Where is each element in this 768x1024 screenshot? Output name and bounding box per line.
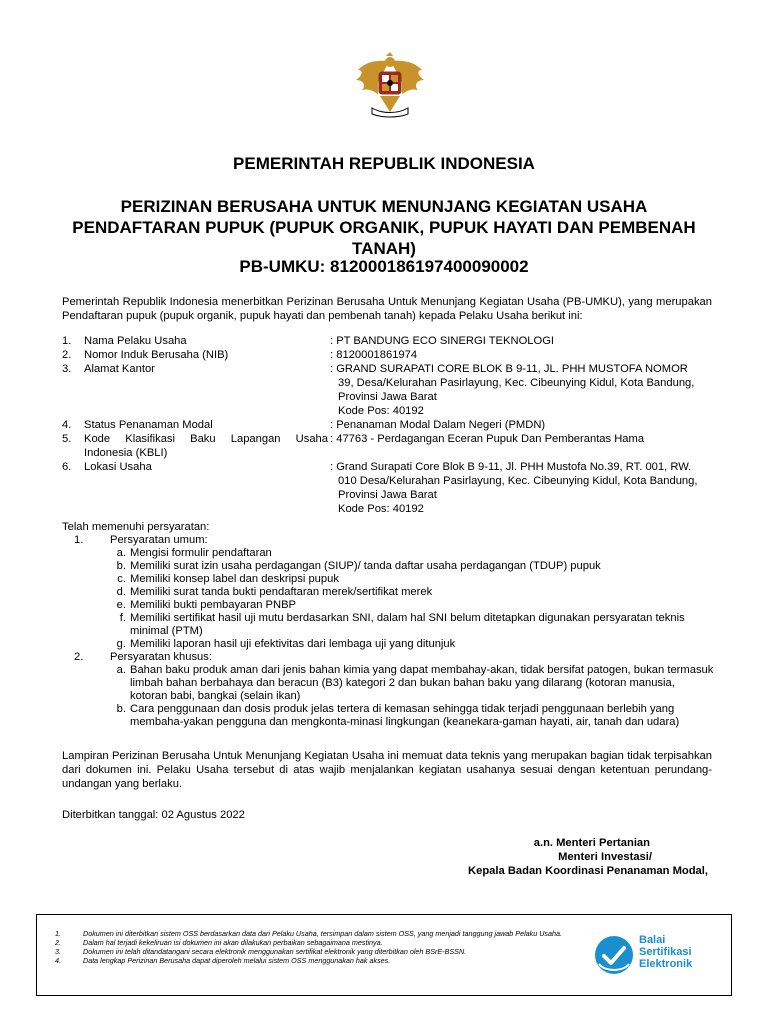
field-row: 1. Nama Pelaku Usaha : PT BANDUNG ECO SINERGI TEKNOLOGI — [62, 335, 555, 347]
field-row: 2. Nomor Induk Berusaha (NIB) : 8120001861974 — [62, 349, 418, 361]
list-item: f. Memiliki sertifikat hasil uji mutu berdasarkan SNI, dalam hal SNI belum ditetapkan digunakan persyaratan teknis minimal (PTM) — [119, 612, 685, 637]
footer-box — [36, 914, 732, 996]
requirement-group-general: 1. Persyaratan umum: — [74, 534, 208, 546]
field-row-continuation: Indonesia (KBLI) — [84, 447, 168, 459]
list-item: a. Mengisi formulir pendaftaran — [116, 547, 272, 559]
bsre-logo: Balai Sertifikasi Elektronik — [593, 932, 717, 978]
government-title: PEMERINTAH REPUBLIK INDONESIA — [233, 154, 535, 173]
field-row: 3. Alamat Kantor : GRAND SURAPATI CORE BLOK B 9-11, JL. PHH MUSTOFA NOMOR 39, Desa/Kelurahan Pasirlayung, Kec. Cibeunying Kidul, Kota Bandung, Provinsi Jawa Barat Kode Pos: 40192 — [62, 363, 695, 417]
bsre-logo-icon — [593, 934, 635, 976]
issue-date: Diterbitkan tanggal: 02 Agustus 2022 — [62, 809, 245, 821]
list-item: g. Memiliki laporan hasil uji efektivitas dari lembaga uji yang ditunjuk — [116, 638, 456, 650]
list-item: b. Memiliki surat izin usaha perdagangan (SIUP)/ tanda daftar usaha perdagangan (TDUP) pupuk — [116, 560, 601, 572]
permit-title: PERIZINAN BERUSAHA UNTUK MENUNJANG KEGIATAN USAHA PENDAFTARAN PUPUK (PUPUK ORGANIK, PUPUK HAYATI DAN PEMBENAH TANAH) — [72, 197, 696, 258]
intro-paragraph: Pemerintah Republik Indonesia menerbitkan Perizinan Berusaha Untuk Menunjang Kegiatan Usaha (PB-UMKU), yang merupakan Pendaftaran pupuk (pupuk organik, pupuk hayati dan pembenah tanah) kepada Pelaku Usaha berikut ini: — [62, 296, 712, 322]
footer-notes — [55, 929, 575, 965]
pb-umku-number: PB-UMKU: 812000186197400090002 — [239, 257, 529, 276]
list-item: b. Cara penggunaan dan dosis produk jelas tertera di kemasan sehingga tidak terjadi penggunaan berlebih yang membaha-yakan pengguna dan mengkonta-minasi lingkungan (keanekara-gaman hayati, air, tanah dan udara) — [116, 703, 680, 728]
list-item: 1. Dokumen ini diterbitkan sistem OSS berdasarkan data dari Pelaku Usaha, tersimpan dalam sistem OSS, yang menjadi tanggung jawab Pelaku Usaha. — [55, 929, 563, 938]
garuda-emblem-icon — [352, 52, 428, 120]
list-item: e. Memiliki bukti pembayaran PNBP — [116, 599, 297, 611]
list-item: 2. Dalam hal terjadi kekeliruan isi dokumen ini akan dilakukan perbaikan sebagaimana mestinya. — [55, 938, 383, 947]
field-row: 6. Lokasi Usaha : Grand Surapati Core Blok B 9-11, Jl. PHH Mustofa No.39, RT. 001, RW. 010 Desa/Kelurahan Pasirlayung, Kec. Cibeunying Kidul, Kota Bandung, Provinsi Jawa Barat Kode Pos: 40192 — [62, 461, 698, 515]
requirements-intro: Telah memenuhi persyaratan: — [62, 521, 210, 533]
requirements-section — [62, 521, 714, 729]
list-item: a. Bahan baku produk aman dari jenis bahan kimia yang dapat membahay-akan, tidak bersifat patogen, bukan termasuk limbah bahan berbahaya dan beracun (B3) kategori 2 dan bukan bahan baku yang dilarang (kotoran manusia, kotoran babi, bangkai (selain ikan) — [116, 664, 714, 702]
business-details — [62, 334, 714, 516]
list-item: d. Memiliki surat tanda bukti pendaftaran merek/sertifikat merek — [116, 586, 433, 598]
field-row: 4. Status Penanaman Modal : Penanaman Modal Dalam Negeri (PMDN) — [62, 419, 546, 431]
list-item: 3. Dokumen ini telah ditandatangani secara elektronik menggunakan sertifikat elektronik yang diterbitkan oleh BSrE-BSSN. — [55, 947, 467, 956]
field-row: 5. Kode Klasifikasi Baku Lapangan Usaha : 47763 - Perdagangan Eceran Pupuk Dan Pemberantas Hama — [62, 433, 645, 445]
signature-block: a.n. Menteri Pertanian Menteri Investasi/ Kepala Badan Koordinasi Penanaman Modal, — [468, 837, 708, 877]
requirement-group-special: 2. Persyaratan khusus: — [74, 651, 212, 663]
attachment-paragraph: Lampiran Perizinan Berusaha Untuk Menunjang Kegiatan Usaha ini memuat data teknis yang merupakan bagian tidak terpisahkan dari dokumen ini. Pelaku Usaha tersebut di atas wajib menjalankan kegiatan usahanya sesuai dengan ketentuan perundang-undangan yang berlaku. — [62, 750, 712, 790]
list-item: c. Memiliki konsep label dan deskripsi pupuk — [117, 573, 339, 585]
list-item: 4. Data lengkap Perizinan Berusaha dapat diperoleh melalui sistem OSS menggunakan hak akses. — [55, 956, 391, 965]
